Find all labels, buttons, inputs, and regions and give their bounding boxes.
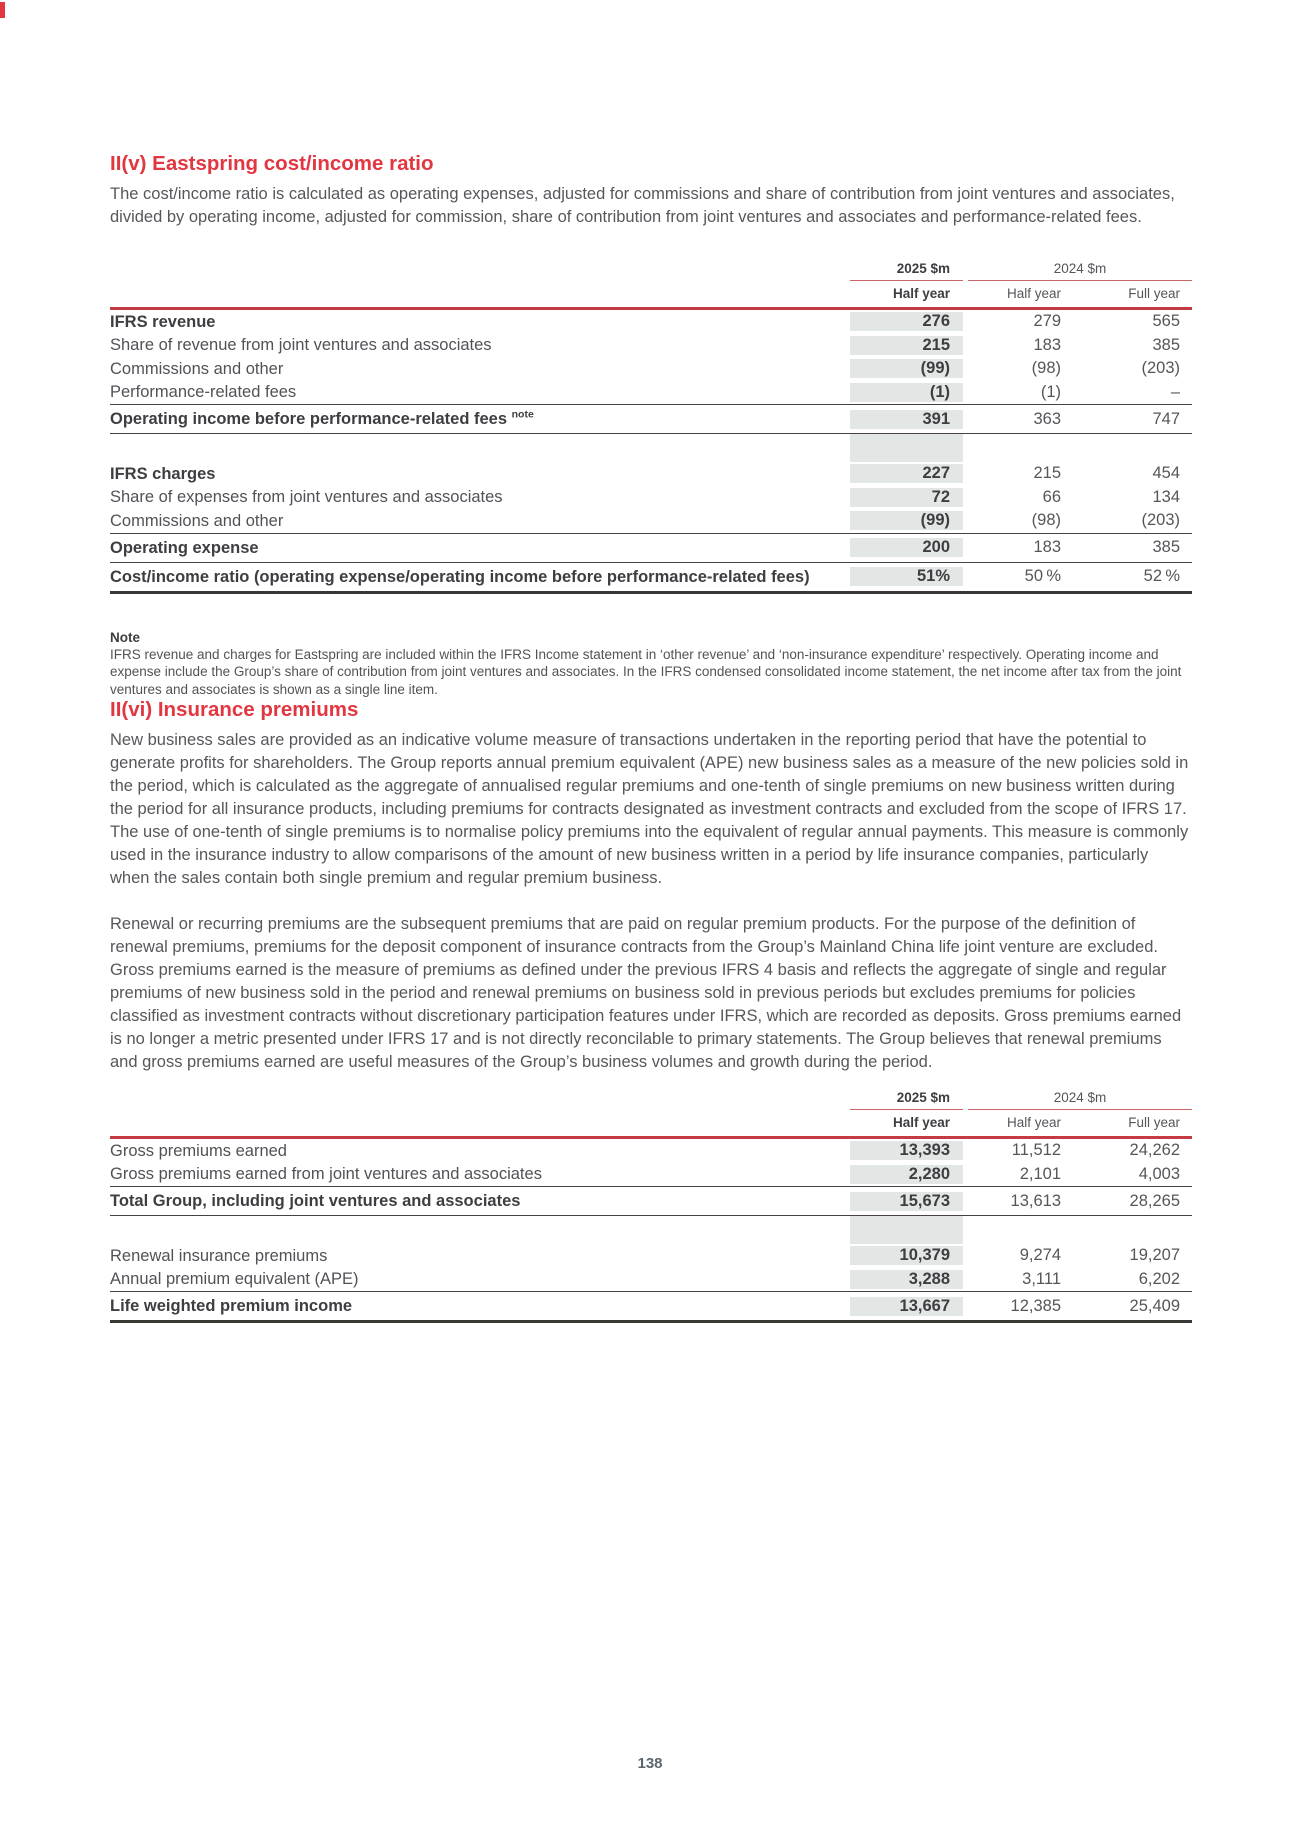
value-2024-full-year: 454 bbox=[1152, 464, 1180, 483]
column-header-half-year-2024: Half year bbox=[1006, 286, 1061, 301]
value-2025-half-year: 200 bbox=[850, 538, 963, 557]
value-2024-full-year: 385 bbox=[1152, 538, 1180, 556]
value-2025-half-year: 51% bbox=[850, 567, 963, 586]
table-row-life-weighted-premium-income bbox=[110, 1291, 1192, 1323]
row-label: Performance-related fees bbox=[110, 383, 297, 402]
value-2024-full-year: – bbox=[1170, 382, 1180, 401]
table-row bbox=[110, 334, 1192, 358]
note-reference: note bbox=[511, 408, 534, 421]
row-label: Life weighted premium income bbox=[110, 1297, 353, 1315]
value-2025-half-year: 15,673 bbox=[850, 1192, 963, 1211]
insurance-premiums-paragraph-2: Renewal or recurring premiums are the subsequent premiums that are paid on regular premium products. For the purpose of the definition of renewal premiums, premiums for the deposit component of insurance contracts from the Group’s Mainland China life joint venture are excluded. Gross premiums earned is the measure of premiums as defined under the previous IFRS 4 basis and reflects the aggregate of single and regular premiums of new business sold in the period and renewal premiums on business sold in previous periods but excludes premiums for policies classified as investment contracts without discretionary participation features under IFRS, which are recorded as deposits. Gross premiums earned is no longer a metric presented under IFRS 17 and is not directly reconcilable to primary statements. The Group believes that renewal premiums and gross premiums earned are useful measures of the Group’s business volumes and growth during the period. bbox=[110, 915, 1182, 1071]
row-label: Operating expense bbox=[110, 538, 259, 557]
row-label: IFRS revenue bbox=[110, 312, 216, 331]
row-label: Commissions and other bbox=[110, 511, 284, 530]
column-header-2024: 2024 $m bbox=[968, 261, 1192, 281]
value-2024-half-year: 66 bbox=[1042, 487, 1061, 506]
value-2025-half-year: 10,379 bbox=[850, 1246, 963, 1265]
row-label: Cost/income ratio (operating expense/operating income before performance-related fees) bbox=[110, 567, 810, 586]
row-label: IFRS charges bbox=[110, 464, 216, 483]
column-header-half-year-2024: Half year bbox=[1006, 1115, 1061, 1130]
table-row bbox=[110, 462, 1192, 486]
value-2024-half-year: 215 bbox=[1033, 464, 1061, 483]
value-2024-full-year: 134 bbox=[1152, 487, 1180, 506]
insurance-premiums-table bbox=[110, 1089, 1192, 1323]
row-label: Annual premium equivalent (APE) bbox=[110, 1270, 359, 1289]
value-2024-full-year: (203) bbox=[1141, 511, 1180, 530]
table-row-cost-income-ratio bbox=[110, 562, 1192, 594]
column-header-half-year-2025: Half year bbox=[892, 286, 950, 301]
table-row bbox=[110, 1163, 1192, 1187]
table-year-header-row bbox=[110, 1089, 1192, 1110]
value-2024-half-year: 12,385 bbox=[1010, 1296, 1061, 1315]
row-label: Total Group, including joint ventures and associates bbox=[110, 1192, 521, 1210]
row-label: Operating income before performance-related fees $^{note}$ bbox=[110, 408, 534, 428]
table-row bbox=[110, 1268, 1192, 1292]
value-2024-half-year: 279 bbox=[1033, 312, 1061, 331]
table-year-header-row bbox=[110, 260, 1192, 281]
value-2024-full-year: 747 bbox=[1152, 409, 1180, 428]
table-note bbox=[110, 630, 1192, 699]
page-number: 138 bbox=[637, 1755, 663, 1772]
value-2025-half-year: 227 bbox=[850, 464, 963, 483]
table-row bbox=[110, 381, 1192, 405]
value-2024-full-year: 24,262 bbox=[1129, 1141, 1180, 1160]
value-2024-full-year: 6,202 bbox=[1138, 1269, 1180, 1288]
value-2024-half-year: 3,111 bbox=[1022, 1269, 1061, 1288]
value-2024-half-year: (98) bbox=[1031, 359, 1061, 378]
value-2024-full-year: 4,003 bbox=[1138, 1164, 1180, 1183]
note-title: Note bbox=[110, 629, 140, 645]
cost-income-intro-paragraph: The cost/income ratio is calculated as operating expenses, adjusted for commissions and share of contribution from joint ventures and associates, divided by operating income, adjusted for commission, share of contribution from joint ventures and associates and performance-related fees. bbox=[110, 185, 1175, 226]
spacer-row bbox=[110, 434, 1192, 462]
value-2025-half-year: (99) bbox=[850, 359, 963, 378]
report-page-content bbox=[110, 152, 1192, 1323]
section-heading-cost-income-ratio: II(v) Eastspring cost/income ratio bbox=[110, 152, 434, 175]
row-label: Commissions and other bbox=[110, 359, 284, 378]
cost-income-table bbox=[110, 260, 1192, 594]
value-2025-half-year: 2,280 bbox=[850, 1165, 963, 1184]
value-2024-half-year: 13,613 bbox=[1010, 1191, 1061, 1210]
value-2024-half-year: 2,101 bbox=[1019, 1164, 1061, 1183]
spacer-row bbox=[110, 1216, 1192, 1244]
value-2024-full-year: 28,265 bbox=[1129, 1191, 1180, 1210]
value-2025-half-year: 13,393 bbox=[850, 1141, 963, 1160]
column-header-half-year-2025: Half year bbox=[892, 1115, 950, 1130]
value-2025-half-year: 72 bbox=[850, 488, 963, 507]
column-header-2025: 2025 $m bbox=[850, 261, 963, 281]
value-2025-half-year: (1) bbox=[850, 383, 963, 402]
table-period-header-row bbox=[110, 1110, 1192, 1139]
note-body: IFRS revenue and charges for Eastspring are included within the IFRS Income statement in ‘other revenue’ and ‘non-insurance expenditure’ respectively. Operating income and expense include the Group’s share of contribution from joint ventures and associates. In the IFRS condensed consolidated income statement, the net income after tax from the joint ventures and associates is shown as a single line item. bbox=[110, 646, 1182, 697]
value-2025-half-year: 3,288 bbox=[850, 1270, 963, 1289]
value-2024-half-year: 183 bbox=[1033, 538, 1061, 556]
value-2024-full-year: 565 bbox=[1152, 312, 1180, 331]
value-2025-half-year: 391 bbox=[850, 410, 963, 429]
insurance-premiums-paragraph-1: New business sales are provided as an indicative volume measure of transactions undertaken in the reporting period that have the potential to generate profits for shareholders. The Group reports annual premium equivalent (APE) new business sales as a measure of the new policies sold in the period, which is calculated as the aggregate of annualised regular premiums and one-tenth of single premiums on new business written during the period for all insurance products, including premiums for contracts designated as investment contracts and excluded from the scope of IFRS 17. The use of one-tenth of single premiums is to normalise policy premiums into the equivalent of regular annual payments. This measure is commonly used in the insurance industry to allow comparisons of the amount of new business written in a period by life insurance companies, particularly when the sales contain both single premium and regular premium business. bbox=[110, 731, 1189, 887]
value-2024-full-year: 19,207 bbox=[1129, 1246, 1180, 1265]
value-2024-half-year: (98) bbox=[1031, 511, 1061, 530]
column-header-2025: 2025 $m bbox=[850, 1090, 963, 1110]
value-2024-half-year: 183 bbox=[1033, 335, 1061, 354]
section-heading-insurance-premiums: II(vi) Insurance premiums bbox=[110, 698, 359, 721]
value-2024-full-year: 52 % bbox=[1143, 567, 1180, 585]
value-2025-half-year: (99) bbox=[850, 511, 963, 530]
column-header-full-year-2024: Full year bbox=[1128, 286, 1180, 301]
row-label: Gross premiums earned from joint ventures and associates bbox=[110, 1165, 542, 1184]
table-row bbox=[110, 486, 1192, 510]
row-label: Share of revenue from joint ventures and associates bbox=[110, 336, 492, 355]
value-2025-half-year: 215 bbox=[850, 336, 963, 355]
table-row bbox=[110, 310, 1192, 334]
value-2024-half-year: 363 bbox=[1033, 409, 1061, 428]
value-2024-half-year: 11,512 bbox=[1011, 1141, 1061, 1160]
value-2024-half-year: (1) bbox=[1040, 382, 1061, 401]
row-label: Renewal insurance premiums bbox=[110, 1246, 328, 1265]
value-2025-half-year: 276 bbox=[850, 312, 963, 331]
table-period-header-row bbox=[110, 281, 1192, 310]
column-header-full-year-2024: Full year bbox=[1128, 1115, 1180, 1130]
value-2024-half-year: 9,274 bbox=[1019, 1246, 1061, 1265]
table-row bbox=[110, 1139, 1192, 1163]
page-bleed-mark bbox=[0, 2, 5, 18]
table-row-operating-income bbox=[110, 404, 1192, 434]
table-row-operating-expense bbox=[110, 533, 1192, 562]
row-label: Share of expenses from joint ventures and associates bbox=[110, 488, 503, 507]
value-2024-full-year: (203) bbox=[1141, 359, 1180, 378]
table-row-total-group bbox=[110, 1186, 1192, 1216]
table-row bbox=[110, 357, 1192, 381]
table-row bbox=[110, 509, 1192, 533]
table-row bbox=[110, 1244, 1192, 1268]
column-header-2024: 2024 $m bbox=[968, 1090, 1192, 1110]
value-2024-full-year: 385 bbox=[1152, 335, 1180, 354]
value-2024-half-year: 50 % bbox=[1024, 567, 1061, 585]
row-label: Gross premiums earned bbox=[110, 1141, 287, 1160]
value-2025-half-year: 13,667 bbox=[850, 1297, 963, 1316]
value-2024-full-year: 25,409 bbox=[1129, 1296, 1180, 1315]
